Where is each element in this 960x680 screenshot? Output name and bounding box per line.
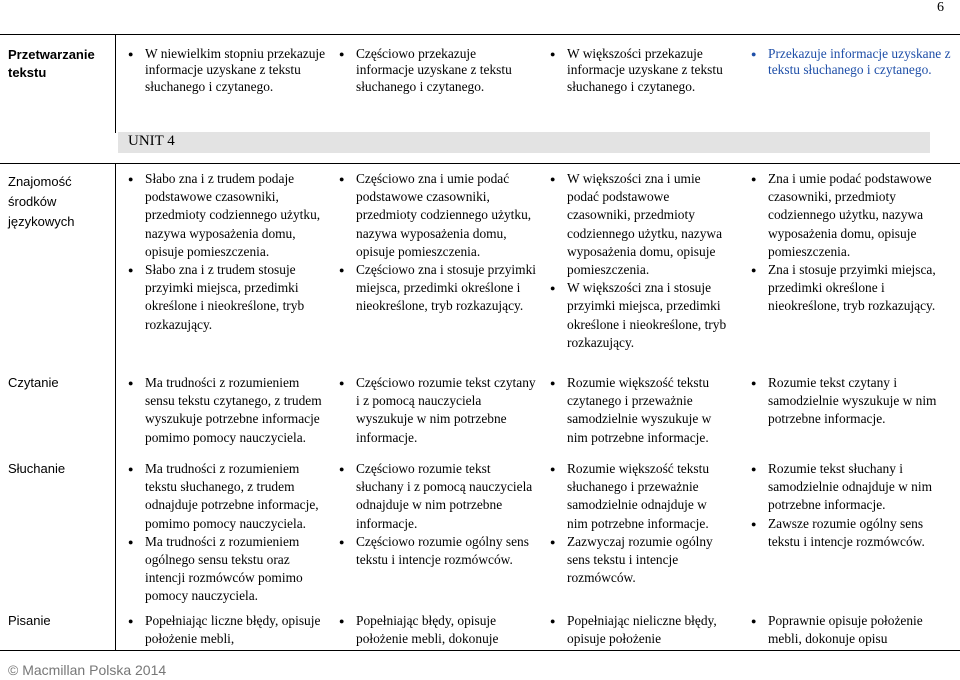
cell-pisanie-1 (121, 612, 331, 648)
cell-sluchanie-2 (332, 460, 540, 569)
cell-czytanie-3 (543, 374, 728, 447)
list-item: ● Popełniając nieliczne błędy, opisuje położenie (543, 612, 728, 648)
column-divider (115, 34, 116, 133)
list-item: ● Zna i stosuje przyimki miejsca, przedimki określone i nieokreślone, tryb rozkazujący. (744, 261, 956, 316)
top-cell-4 (744, 46, 956, 79)
list-item: ● Ma trudności z rozumieniem tekstu słuchanego, z trudem odnajduje potrzebne informacje, pomimo pomocy nauczyciela. (121, 460, 331, 533)
row-label-znajomosc: Znajomość środków językowych (8, 174, 75, 229)
row-label-przetwarzanie: Przetwarzanie tekstu (8, 47, 95, 80)
list-item: ● Częściowo rozumie ogólny sens tekstu i intencje rozmówców. (332, 533, 540, 569)
table-top-border (0, 34, 960, 35)
list-item: ● Częściowo rozumie tekst czytany i z pomocą nauczyciela wyszukuje w nim potrzebne informacje. (332, 374, 540, 447)
row-label-pisanie: Pisanie (8, 613, 51, 628)
list-item: ● Rozumie większość tekstu słuchanego i przeważnie samodzielnie odnajduje w nim potrzebne informacje. (543, 460, 728, 533)
list-item: ● Ma trudności z rozumieniem ogólnego sensu tekstu oraz intencji rozmówców pomimo pomocy nauczyciela. (121, 533, 331, 606)
list-item: ● Słabo zna i z trudem stosuje przyimki miejsca, przedimki określone i nieokreślone, tryb rozkazujący. (121, 261, 331, 334)
cell-pisanie-2 (332, 612, 540, 648)
cell-pisanie-3 (543, 612, 728, 648)
list-item: ● Zazwyczaj rozumie ogólny sens tekstu i intencje rozmówców. (543, 533, 728, 588)
cell-znajomosc-1 (121, 170, 331, 334)
cell-pisanie-4 (744, 612, 956, 648)
list-item: ● Rozumie większość tekstu czytanego i przeważnie samodzielnie wyszukuje w nim potrzebne informacje. (543, 374, 728, 447)
column-divider (115, 163, 116, 650)
list-item: ● W większości zna i stosuje przyimki miejsca, przedimki określone i nieokreślone, tryb rozkazujący. (543, 279, 728, 352)
top-cell-3 (543, 46, 723, 95)
row-label-sluchanie: Słuchanie (8, 461, 66, 476)
cell-sluchanie-1 (121, 460, 331, 606)
list-item: ● Zna i umie podać podstawowe czasowniki, przedmioty codziennego użytku, nazywa wyposażenia domu, opisuje pomieszczenia. (744, 170, 956, 261)
cell-sluchanie-4 (744, 460, 956, 551)
cell-znajomosc-2 (332, 170, 540, 316)
list-item: ● Słabo zna i z trudem podaje podstawowe czasowniki, przedmioty codziennego użytku, nazywa wyposażenia domu, opisuje pomieszczenia. (121, 170, 331, 261)
cell-znajomosc-3 (543, 170, 728, 352)
cell-czytanie-4 (744, 374, 956, 429)
row-label-czytanie: Czytanie (8, 375, 59, 390)
list-item: ● Częściowo przekazuje informacje uzyskane z tekstu słuchanego i czytanego. (332, 46, 532, 95)
section-divider (0, 163, 960, 164)
list-item: ● Przekazuje informacje uzyskane z tekstu słuchanego i czytanego. (744, 46, 956, 79)
top-cell-2 (332, 46, 532, 95)
list-item: ● Ma trudności z rozumieniem sensu tekstu czytanego, z trudem wyszukuje potrzebne informacje pomimo pomocy nauczyciela. (121, 374, 331, 447)
list-item: ● Częściowo rozumie tekst słuchany i z pomocą nauczyciela odnajduje w nim potrzebne informacje. (332, 460, 540, 533)
list-item: ● Popełniając liczne błędy, opisuje położenie mebli, (121, 612, 331, 648)
list-item: ● W niewielkim stopniu przekazuje informacje uzyskane z tekstu słuchanego i czytanego. (121, 46, 326, 95)
unit-title: UNIT 4 (128, 133, 175, 149)
list-item: ● Rozumie tekst słuchany i samodzielnie odnajduje w nim potrzebne informacje. (744, 460, 956, 515)
list-item: ● Częściowo zna i stosuje przyimki miejsca, przedimki określone i nieokreślone, tryb rozkazujący. (332, 261, 540, 316)
page-number: 6 (937, 0, 944, 15)
copyright-footer: © Macmillan Polska 2014 (8, 662, 167, 678)
list-item: ● Poprawnie opisuje położenie mebli, dokonuje opisu (744, 612, 956, 648)
list-item: ● Rozumie tekst czytany i samodzielnie wyszukuje w nim potrzebne informacje. (744, 374, 956, 429)
list-item: ● Popełniając błędy, opisuje położenie mebli, dokonuje (332, 612, 540, 648)
table-bottom-border (0, 650, 960, 651)
cell-czytanie-1 (121, 374, 331, 447)
list-item: ● Częściowo zna i umie podać podstawowe czasowniki, przedmioty codziennego użytku, nazywa wyposażenia domu, opisuje pomieszczenia. (332, 170, 540, 261)
unit-title-bar (118, 132, 930, 153)
cell-znajomosc-4 (744, 170, 956, 316)
cell-czytanie-2 (332, 374, 540, 447)
list-item: ● W większości zna i umie podać podstawowe czasowniki, przedmioty codziennego użytku, nazywa wyposażenia domu, opisuje pomieszczenia. (543, 170, 728, 279)
list-item: ● W większości przekazuje informacje uzyskane z tekstu słuchanego i czytanego. (543, 46, 723, 95)
cell-sluchanie-3 (543, 460, 728, 587)
list-item: ● Zawsze rozumie ogólny sens tekstu i intencje rozmówców. (744, 515, 956, 551)
top-cell-1 (121, 46, 326, 95)
